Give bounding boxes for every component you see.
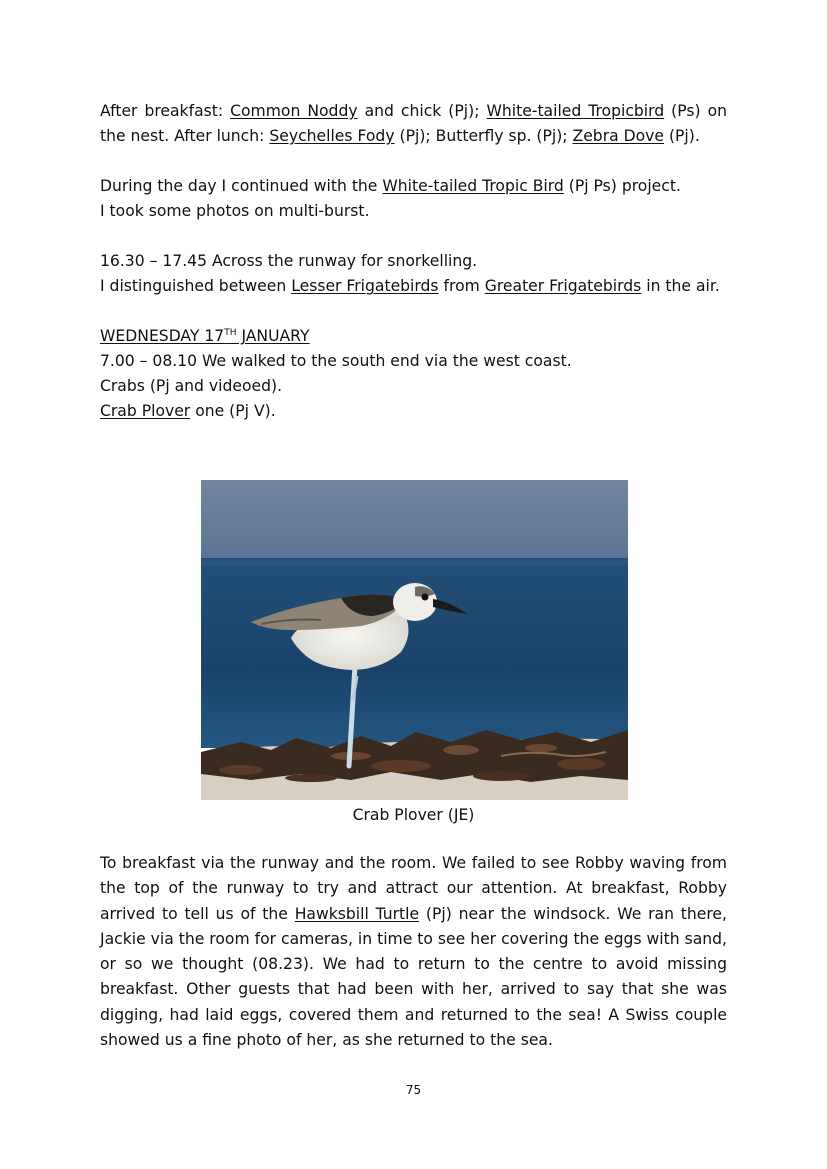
species-greater-frigatebird: Greater Frigatebirds (484, 277, 642, 295)
species-zebra-dove: Zebra Dove (572, 127, 664, 145)
paragraph-frigatebirds (100, 274, 727, 299)
text: (Pj) near the windsock. We ran there, Jackie via the room for cameras, in time to see her covering the eggs with sand, or so we thought (08.23). We had to return to the centre to avoid missing breakfast. Other guests that had been with her, arrived to say that she was digging, had laid eggs, covered them and returned to the sea! A Swiss couple showed us a fine photo of her, as she returned to the sea. (100, 904, 727, 1050)
paragraph-project (100, 174, 727, 199)
text: I distinguished between (100, 277, 292, 295)
paragraph-turtle (100, 851, 727, 1053)
text: During the day I continued with the (100, 177, 383, 195)
species-lesser-frigatebird: Lesser Frigatebirds (291, 277, 439, 295)
upper-text (100, 99, 727, 424)
text: (Ps) on the nest. After lunch: (100, 102, 728, 145)
text: WEDNESDAY 17 (100, 327, 225, 345)
paragraph-crabs: Crabs (Pj and videoed). (100, 377, 283, 395)
species-crab-plover: Crab Plover (100, 402, 191, 420)
date-heading (100, 324, 727, 349)
text: one (Pj V). (190, 402, 276, 420)
text: from (438, 277, 485, 295)
paragraph-crab-plover (100, 399, 727, 424)
sky (201, 480, 628, 560)
crab-plover-photo (201, 480, 628, 800)
text: in the air. (641, 277, 720, 295)
text: and chick (Pj); (357, 102, 487, 120)
paragraph-walk: 7.00 – 08.10 We walked to the south end via the west coast. (100, 352, 572, 370)
species-hawksbill-turtle: Hawksbill Turtle (294, 904, 420, 923)
species-white-tailed-tropic-bird: White-tailed Tropic Bird (382, 177, 564, 195)
paragraph-breakfast-lunch (100, 99, 727, 149)
lower-text (100, 851, 727, 1053)
species-white-tailed-tropicbird: White-tailed Tropicbird (486, 102, 665, 120)
text: (Pj Ps) project. (563, 177, 681, 195)
text: (Pj); Butterfly sp. (Pj); (394, 127, 573, 145)
text: (Pj). (663, 127, 700, 145)
photo-caption: Crab Plover (JE) (352, 806, 475, 824)
paragraph-multiburst: I took some photos on multi-burst. (100, 202, 370, 220)
page-number: 75 (405, 1083, 422, 1097)
text: JANUARY (236, 327, 310, 345)
ordinal-suffix: TH (224, 328, 237, 338)
text: After breakfast: (100, 102, 231, 120)
text: To breakfast via the runway and the room. We failed to see Robby waving from the top of the runway to try and attract our attention. At breakfast, Robby arrived to tell us of the (100, 854, 727, 923)
paragraph-snorkelling: 16.30 – 17.45 Across the runway for snorkelling. (100, 252, 478, 270)
crab-plover-illustration (201, 480, 628, 800)
species-common-noddy: Common Noddy (230, 102, 358, 120)
species-seychelles-fody: Seychelles Fody (269, 127, 395, 145)
